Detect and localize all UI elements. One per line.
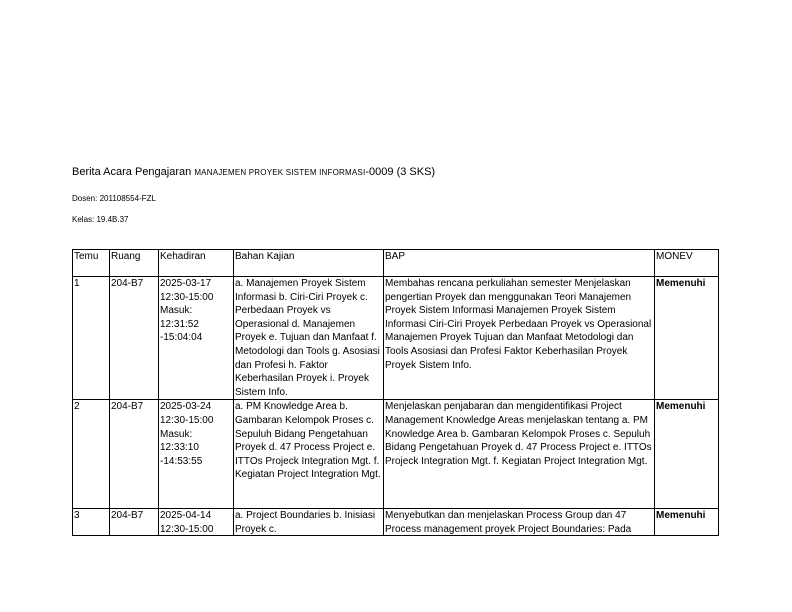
cell-ruang-text: 204-B7 [111, 510, 144, 522]
cell-monev-text: Memenuhi [656, 510, 706, 522]
header-monev: MONEV [655, 250, 719, 277]
cell-ruang: 204-B7 [110, 400, 159, 509]
table-row [73, 277, 719, 400]
cell-temu: 2 [73, 400, 110, 509]
title-prefix: Berita Acara Pengajaran [72, 166, 195, 178]
header-bap: BAP [384, 250, 655, 277]
cell-bap [384, 509, 655, 536]
cell-kehadiran: 2025-03-24 12:30-15:00 Masuk: 12:33:10 -14:53:55 [159, 400, 234, 509]
course-suffix: -0009 (3 SKS) [365, 166, 436, 178]
cell-bahan-kajian-text: a. Project Boundaries b. Inisiasi Proyek c. [235, 510, 376, 535]
cell-kehadiran: 2025-03-17 12:30-15:00 Masuk: 12:31:52 -15:04:04 [159, 277, 234, 400]
header-temu: Temu [73, 250, 110, 277]
kelas-line: Kelas: 19.4B.37 [72, 215, 129, 224]
cell-bahan-kajian: a. PM Knowledge Area b. Gambaran Kelompok Proses c. Sepuluh Bidang Pengetahuan Proyek d. 47 Process Project e. ITTOs Projeck Integration Mgt. f. Kegiatan Project Integration Mgt. [234, 400, 384, 509]
cell-kehadiran-text: 2025-04-14 12:30-15:00 [160, 510, 214, 535]
dosen-line: Dosen: 201108554-FZL [72, 194, 156, 203]
header-ruang: Ruang [110, 250, 159, 277]
cell-monev: Memenuhi [655, 400, 719, 509]
cell-bap: Membahas rencana perkuliahan semester Menjelaskan pengertian Proyek dan menggunakan Teori Manajemen Proyek Sistem Informasi Manajemen Proyek Sistem Informasi Ciri-Ciri Proyek Perbedaan Proyek vs Operasional Manajemen Proyek Tujuan dan Manfaat Metodologi dan Tools Asosiasi dan Profesi Faktor Keberhasilan Proyek Proyek Sistem Info. [384, 277, 655, 400]
header-kehadiran: Kehadiran [159, 250, 234, 277]
cell-kehadiran [159, 509, 234, 536]
cell-monev [655, 509, 719, 536]
cell-temu-text: 3 [74, 510, 80, 522]
table-row [73, 509, 719, 536]
header-bahan-kajian: Bahan Kajian [234, 250, 384, 277]
cell-temu: 1 [73, 277, 110, 400]
cell-bap-text: Menyebutkan dan menjelaskan Process Group dan 47 Process management proyek Project Boundaries: Pada [385, 510, 632, 535]
document-title [72, 166, 435, 178]
attendance-table [72, 249, 719, 536]
table-header-row [73, 250, 719, 277]
cell-temu [73, 509, 110, 536]
course-name: MANAJEMEN PROYEK SISTEM INFORMASI [194, 168, 366, 177]
cell-bap: Menjelaskan penjabaran dan mengidentifikasi Project Management Knowledge Areas menjelaskan tentang a. PM Knowledge Area b. Gambaran Kelompok Proses c. Sepuluh Bidang Pengetahuan Proyek d. 47 Process Project e. ITTOs Projeck Integration Mgt. f. Kegiatan Project Integration Mgt. [384, 400, 655, 509]
cell-bahan-kajian: a. Manajemen Proyek Sistem Informasi b. Ciri-Ciri Proyek c. Perbedaan Proyek vs Operasional d. Manajemen Proyek e. Tujuan dan Manfaat f. Metodologi dan Tools g. Asosiasi dan Profesi h. Faktor Keberhasilan Proyek i. Proyek Sistem Info. [234, 277, 384, 400]
cell-bahan-kajian [234, 509, 384, 536]
table-row [73, 400, 719, 509]
cell-ruang [110, 509, 159, 536]
cell-monev: Memenuhi [655, 277, 719, 400]
cell-ruang: 204-B7 [110, 277, 159, 400]
